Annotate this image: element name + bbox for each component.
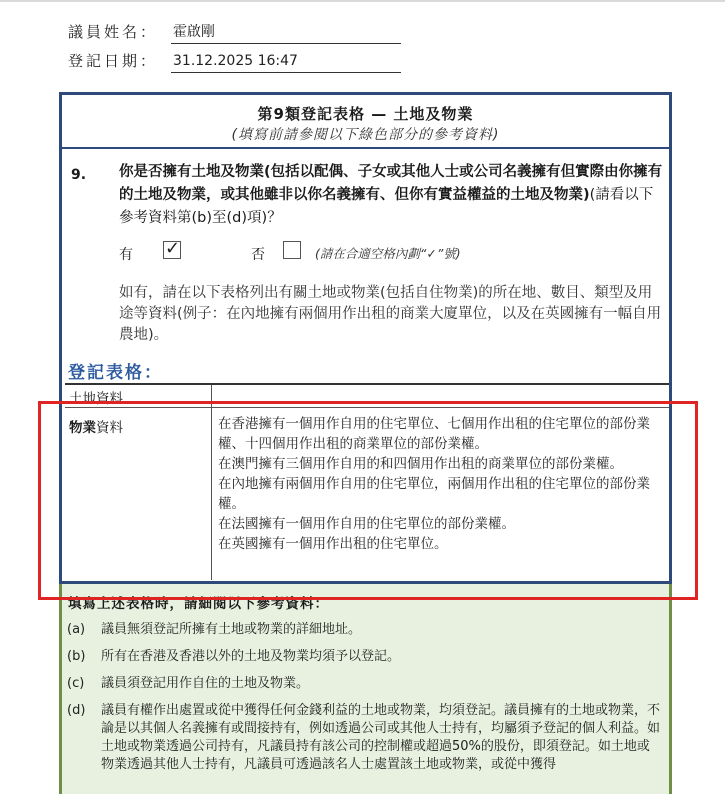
reference-label: (b)	[67, 649, 86, 664]
registration-date-row	[68, 50, 298, 74]
top-divider	[0, 0, 725, 2]
table-row-land	[65, 385, 669, 408]
property-line-macau: 在澳門擁有三個用作自用的和四個用作出租的商業單位的部份業權。	[218, 456, 623, 472]
property-line-mainland: 在內地擁有兩個用作自用的住宅單位，兩個用作出租的住宅單位的部份業權。	[218, 476, 650, 512]
reference-text: 議員有權作出處置或從中獲得任何金錢利益的土地或物業，均須登記。議員擁有的土地或物業，不論是以其個人名義擁有或間接持有，例如透過公司或其他人士持有，均屬須予登記的個人利益。如土地或物業透過公司持有，凡議員持有該公司的控制權或超過50%的股份，即須登記。如土地或物業透過其他人士持有，凡議員可透過該名人士處置該土地或物業，或從中獲得	[101, 703, 661, 772]
checkbox-hint: (請在合適空格內劃“✓”號)	[315, 246, 461, 261]
yes-label: 有	[119, 247, 133, 263]
property-label-rest: 資料	[96, 420, 123, 436]
reference-heading: 填寫上述表格時，請細閱以下參考資料：	[68, 596, 329, 612]
form-frame	[59, 92, 672, 584]
member-name-label: 議員姓名：	[68, 23, 159, 41]
question-bold: 你是否擁有土地及物業(包括以配偶、子女或其他人士或公司名義擁有但實際由你擁有的土地及物業，或其他雖非以你名義擁有、但你有實益權益的土地及物業)	[119, 164, 663, 203]
reference-label: (c)	[67, 676, 85, 691]
registration-form-title: 登記表格：	[68, 363, 163, 383]
property-info-label	[69, 416, 123, 436]
form-subtitle: (填寫前請參閱以下綠色部分的參考資料)	[231, 127, 500, 143]
reference-text: 議員無須登記所擁有土地或物業的詳細地址。	[101, 622, 362, 637]
question-note: (請看以下參考資料第(b)至(d)項)？	[119, 187, 654, 226]
property-info-value	[218, 414, 668, 554]
question-number: 9.	[71, 167, 87, 183]
reference-text: 議員須登記用作自住的土地及物業。	[101, 676, 310, 691]
reference-text: 所有在香港及香港以外的土地及物業均須予以登記。	[101, 649, 401, 664]
reference-label: (d)	[67, 703, 86, 718]
land-info-label: 土地資料	[69, 391, 123, 407]
yes-checkbox[interactable]	[163, 238, 181, 259]
property-line-france: 在法國擁有一個用作自用的住宅單位的部份業權。	[218, 516, 515, 532]
property-line-uk: 在英國擁有一個用作出租的住宅單位。	[218, 536, 448, 552]
property-line-hk: 在香港擁有一個用作自用的住宅單位、七個用作出租的住宅單位的部份業權、十四個用作出租的商業單位的部份業權。	[218, 416, 650, 452]
member-name-row	[68, 21, 215, 45]
explanation-text: 如有，請在以下表格列出有關土地或物業(包括自住物業)的所在地、數目、類型及用途等資料(例子：在內地擁有兩個用作出租的商業大廈單位，以及在英國擁有一幅自用農地)。	[119, 285, 662, 343]
check-mark-icon: ✓	[165, 238, 181, 259]
table-column-divider	[211, 385, 212, 580]
property-label-bold: 物業	[69, 420, 96, 436]
member-name-value: 霍啟剛	[171, 21, 401, 44]
form-title: 第9類登記表格 — 土地及物業	[257, 105, 474, 123]
registration-date-value: 31.12.2025 16:47	[171, 50, 401, 73]
property-table	[65, 383, 669, 552]
reference-label: (a)	[67, 622, 86, 637]
reference-section	[59, 584, 672, 794]
no-label: 否	[251, 247, 265, 263]
registration-date-label: 登記日期：	[68, 52, 159, 70]
title-divider	[62, 147, 669, 149]
no-checkbox[interactable]	[283, 241, 301, 259]
question-text	[119, 161, 664, 230]
